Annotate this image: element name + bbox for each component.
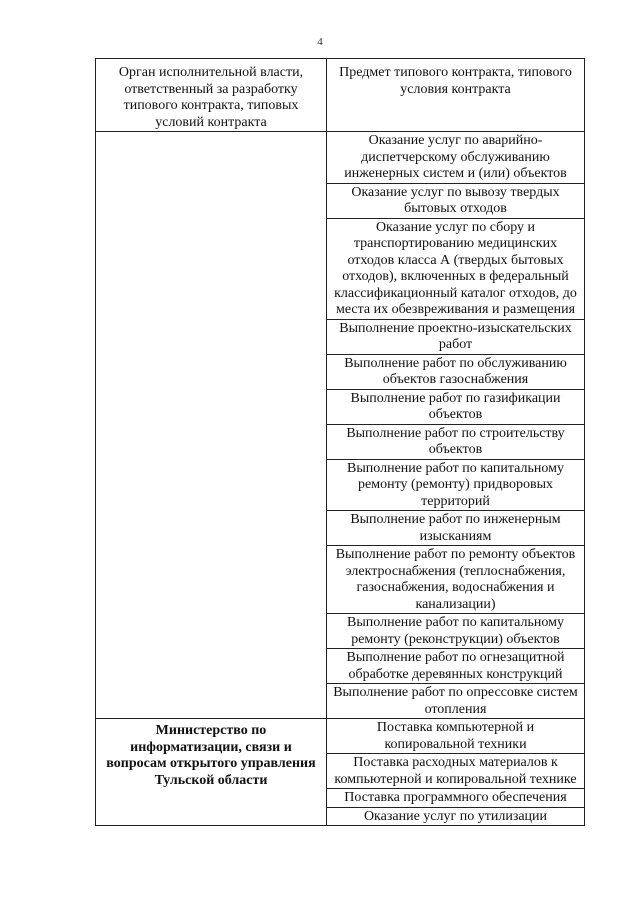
subject-cell: Выполнение работ по опрессовке систем отопления	[327, 684, 585, 719]
subject-cell: Оказание услуг по вывозу твердых бытовых отходов	[327, 183, 585, 218]
table-header-row	[96, 59, 585, 132]
contracts-table	[95, 58, 585, 826]
header-subject: Предмет типового контракта, типового условия контракта	[327, 59, 585, 132]
subject-cell: Выполнение проектно-изыскательских работ	[327, 319, 585, 354]
subject-cell: Оказание услуг по аварийно-диспетчерскому обслуживанию инженерных систем и (или) объектов	[327, 132, 585, 184]
subject-cell: Выполнение работ по строительству объектов	[327, 424, 585, 459]
subject-cell: Выполнение работ по капитальному ремонту (ремонту) придворовых территорий	[327, 459, 585, 511]
table-row	[96, 132, 585, 184]
subject-cell: Поставка расходных материалов к компьютерной и копировальной технике	[327, 754, 585, 789]
subject-cell: Оказание услуг по сбору и транспортированию медицинских отходов класса А (твердых бытовых отходов), включенных в федеральный классификационный каталог отходов, до места их обезвреживания и размещения	[327, 218, 585, 319]
table-row	[96, 719, 585, 754]
page-number: 4	[317, 36, 323, 48]
subject-cell: Выполнение работ по ремонту объектов электроснабжения (теплоснабжения, газоснабжения, водоснабжения и канализации)	[327, 546, 585, 614]
subject-cell: Поставка программного обеспечения	[327, 789, 585, 808]
subject-cell: Оказание услуг по утилизации	[327, 807, 585, 826]
subject-cell: Выполнение работ по газификации объектов	[327, 389, 585, 424]
subject-cell: Поставка компьютерной и копировальной техники	[327, 719, 585, 754]
subject-cell: Выполнение работ по огнезащитной обработке деревянных конструкций	[327, 649, 585, 684]
organ-cell: Министерство по информатизации, связи и вопросам открытого управления Тульской области	[96, 719, 327, 826]
subject-cell: Выполнение работ по капитальному ремонту (реконструкции) объектов	[327, 614, 585, 649]
header-organ: Орган исполнительной власти, ответственный за разработку типового контракта, типовых условий контракта	[96, 59, 327, 132]
organ-cell	[96, 132, 327, 719]
subject-cell: Выполнение работ по обслуживанию объектов газоснабжения	[327, 354, 585, 389]
subject-cell: Выполнение работ по инженерным изысканиям	[327, 511, 585, 546]
